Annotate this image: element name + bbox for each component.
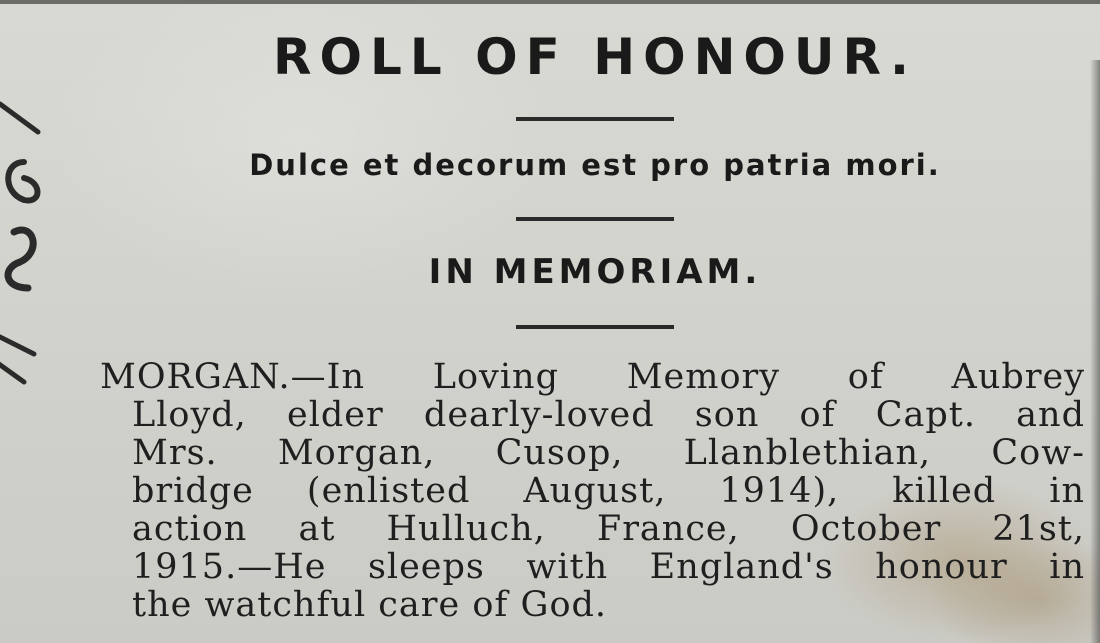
notice-line: action at Hulluch, France, October 21st, [132, 509, 1085, 549]
motto-divider [516, 217, 674, 221]
margin-handwriting-mark [0, 92, 54, 392]
latin-motto: Dulce et decorum est pro patria mori. [249, 148, 941, 182]
section-divider [516, 325, 674, 329]
notice-line: bridge (enlisted August, 1914), killed in [132, 471, 1085, 511]
notice-line: 1915.—He sleeps with England's honour in [132, 547, 1085, 587]
in-memoriam-heading: IN MEMORIAM. [428, 252, 762, 292]
notice-line: Lloyd, elder dearly-loved son of Capt. and [132, 395, 1085, 435]
memorial-notice [100, 358, 1085, 624]
notice-line: Mrs. Morgan, Cusop, Llanblethian, Cow- [132, 433, 1085, 473]
notice-line: MORGAN.—In Loving Memory of Aubrey [100, 357, 1085, 397]
top-border-rule [0, 0, 1100, 4]
roll-of-honour-title: ROLL OF HONOUR. [273, 28, 917, 86]
title-divider [516, 117, 674, 121]
notice-line: the watchful care of God. [132, 585, 608, 625]
